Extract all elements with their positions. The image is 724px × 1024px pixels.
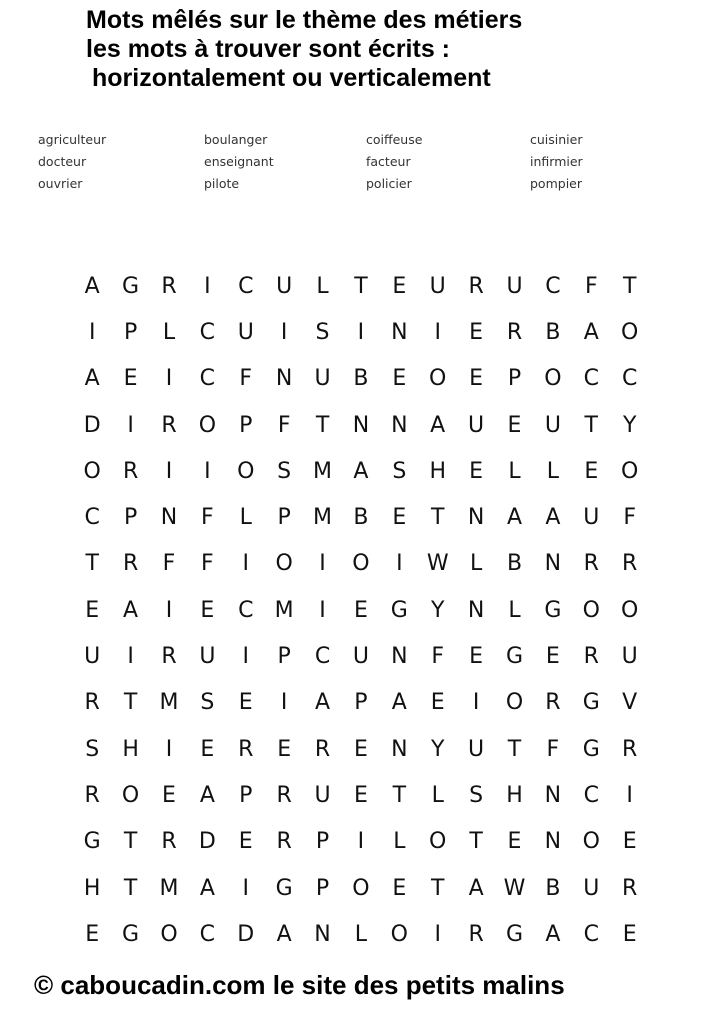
grid-letter[interactable]: F (162, 551, 176, 577)
grid-letter[interactable]: O (621, 597, 639, 623)
grid-letter[interactable]: E (277, 736, 292, 762)
grid-letter[interactable]: E (238, 690, 253, 716)
grid-letter[interactable]: U (314, 782, 331, 808)
grid-letter[interactable]: P (315, 875, 330, 901)
grid-letter[interactable]: A (545, 505, 561, 531)
grid-letter[interactable]: Y (622, 412, 637, 438)
grid-letter[interactable]: U (468, 736, 485, 762)
grid-letter[interactable]: R (84, 782, 100, 808)
grid-letter[interactable]: O (275, 551, 293, 577)
grid-letter[interactable]: W (426, 551, 449, 577)
grid-letter[interactable]: E (353, 736, 368, 762)
grid-letter[interactable]: I (434, 921, 441, 947)
grid-letter[interactable]: P (239, 782, 253, 808)
title-line-1: Mots mêlés sur le thème des métiers (86, 6, 523, 34)
grid-letter[interactable]: R (622, 551, 638, 577)
grid-letter[interactable]: R (276, 782, 292, 808)
grid-letter[interactable]: N (160, 505, 178, 531)
grid-letter[interactable]: E (162, 782, 176, 808)
grid-letter[interactable]: C (238, 597, 254, 623)
grid-letter[interactable]: L (393, 829, 406, 855)
grid-letter[interactable]: A (430, 412, 446, 438)
grid-letter[interactable]: L (316, 273, 329, 299)
grid-letter[interactable]: S (469, 782, 484, 808)
grid-letter[interactable]: I (396, 551, 403, 577)
grid-letter[interactable]: T (507, 736, 522, 762)
grid-letter[interactable]: R (161, 412, 177, 438)
grid-letter[interactable]: G (544, 597, 562, 623)
title-line-2: les mots à trouver sont écrits : (86, 35, 451, 63)
grid-letter[interactable]: M (159, 875, 179, 901)
word-list-item: pilote (204, 176, 240, 191)
grid-letter[interactable]: O (429, 366, 447, 392)
grid-letter[interactable]: O (621, 319, 639, 345)
grid-letter[interactable]: U (199, 644, 216, 670)
grid-letter[interactable]: H (83, 875, 101, 901)
grid-letter[interactable]: E (622, 829, 637, 855)
grid-letter[interactable]: U (237, 319, 254, 345)
grid-letter[interactable]: I (204, 458, 211, 484)
grid-letter[interactable]: I (319, 551, 326, 577)
grid-letter[interactable]: O (390, 921, 408, 947)
grid-letter[interactable]: A (353, 458, 369, 484)
grid-letter[interactable]: E (353, 782, 368, 808)
grid-letter[interactable]: R (583, 551, 599, 577)
grid-letter[interactable]: O (621, 458, 639, 484)
grid-letter[interactable]: U (314, 366, 331, 392)
grid-letter[interactable]: B (545, 319, 561, 345)
word-list-item: enseignant (204, 154, 274, 169)
grid-letter[interactable]: I (165, 458, 173, 484)
grid-letter[interactable]: B (506, 551, 523, 577)
grid-letter[interactable]: I (626, 782, 633, 808)
grid-letter[interactable]: R (161, 273, 177, 299)
grid-letter[interactable]: M (159, 690, 179, 716)
grid-letter[interactable]: E (469, 644, 484, 670)
grid-letter[interactable]: N (352, 412, 370, 438)
grid-letter[interactable]: A (199, 875, 215, 901)
grid-letter[interactable]: E (622, 921, 637, 947)
grid-letter[interactable]: S (315, 319, 330, 345)
grid-letter[interactable]: A (468, 875, 484, 901)
grid-letter[interactable]: B (353, 505, 369, 531)
grid-letter[interactable]: N (467, 597, 485, 623)
grid-letter[interactable]: O (582, 829, 600, 855)
grid-letter[interactable]: A (315, 690, 331, 716)
word-list-item: facteur (366, 154, 411, 169)
grid-letter[interactable]: C (583, 782, 599, 808)
grid-letter[interactable]: O (544, 366, 562, 392)
grid-letter[interactable]: A (84, 366, 100, 392)
grid-letter[interactable]: D (83, 412, 101, 438)
grid-letter[interactable]: E (392, 366, 407, 392)
grid-letter[interactable]: U (468, 412, 485, 438)
grid-letter[interactable]: S (85, 736, 100, 762)
grid-letter[interactable]: O (505, 690, 524, 716)
grid-letter[interactable]: C (314, 644, 331, 670)
word-list-item: pompier (530, 176, 582, 191)
grid-letter[interactable]: O (83, 458, 101, 484)
grid-letter[interactable]: A (199, 782, 215, 808)
grid-letter[interactable]: B (545, 875, 561, 901)
grid-letter[interactable]: G (505, 921, 524, 947)
grid-letter[interactable]: P (315, 829, 330, 855)
grid-letter[interactable]: G (122, 273, 140, 299)
grid-letter[interactable]: E (85, 921, 100, 947)
grid-letter[interactable]: U (276, 273, 293, 299)
grid-letter[interactable]: P (277, 505, 291, 531)
grid-letter[interactable]: P (507, 366, 522, 392)
grid-letter[interactable]: O (237, 458, 255, 484)
grid-letter[interactable]: E (123, 366, 138, 392)
grid-letter[interactable]: T (469, 829, 483, 855)
grid-letter[interactable]: S (200, 690, 215, 716)
word-list-item: infirmier (530, 154, 583, 169)
grid-letter[interactable]: C (199, 921, 216, 947)
grid-letter[interactable]: U (544, 412, 561, 438)
grid-letter[interactable]: R (583, 644, 599, 670)
grid-letter[interactable]: U (583, 875, 600, 901)
grid-letter[interactable]: G (275, 875, 293, 901)
grid-letter[interactable]: R (468, 921, 484, 947)
grid-letter[interactable]: E (392, 505, 407, 531)
grid-letter[interactable]: R (314, 736, 331, 762)
grid-letter[interactable]: U (429, 273, 446, 299)
grid-letter[interactable]: S (277, 458, 292, 484)
grid-letter[interactable]: R (84, 690, 100, 716)
grid-letter[interactable]: B (353, 366, 369, 392)
grid-letter[interactable]: C (545, 273, 561, 299)
grid-letter[interactable]: C (199, 319, 216, 345)
grid-letter[interactable]: G (122, 921, 140, 947)
grid-letter[interactable]: I (165, 736, 173, 762)
grid-letter[interactable]: L (508, 458, 521, 484)
grid-letter[interactable]: M (313, 458, 333, 484)
grid-letter[interactable]: R (122, 458, 139, 484)
grid-letter[interactable]: N (544, 829, 562, 855)
grid-letter[interactable]: P (239, 412, 253, 438)
grid-letter[interactable]: A (506, 505, 523, 531)
grid-letter[interactable]: I (357, 829, 365, 855)
grid-letter[interactable]: I (357, 319, 365, 345)
grid-letter[interactable]: Y (430, 736, 445, 762)
grid-letter[interactable]: G (390, 597, 408, 623)
grid-letter[interactable]: A (123, 597, 139, 623)
grid-letter[interactable]: F (201, 505, 214, 531)
grid-letter[interactable]: L (162, 319, 176, 345)
grid-letter[interactable]: A (545, 921, 561, 947)
grid-letter[interactable]: R (238, 736, 254, 762)
grid-letter[interactable]: I (280, 319, 288, 345)
grid-letter[interactable]: E (507, 412, 522, 438)
title-line-3: horizontalement ou verticalement (92, 64, 491, 92)
grid-letter[interactable]: T (85, 551, 99, 577)
grid-letter[interactable]: L (354, 921, 368, 947)
grid-letter[interactable]: N (314, 921, 331, 947)
grid-letter[interactable]: O (582, 597, 600, 623)
grid-letter[interactable]: I (280, 690, 288, 716)
grid-letter[interactable]: E (469, 366, 484, 392)
grid-letter[interactable]: L (546, 458, 560, 484)
grid-letter[interactable]: E (85, 597, 100, 623)
grid-letter[interactable]: G (582, 690, 600, 716)
grid-letter[interactable]: R (276, 829, 292, 855)
grid-letter[interactable]: I (242, 644, 249, 670)
grid-letter[interactable]: R (622, 736, 638, 762)
grid-letter[interactable]: N (544, 782, 562, 808)
word-list-item: ouvrier (38, 176, 83, 191)
word-list-item: coiffeuse (366, 132, 423, 147)
grid-letter[interactable]: N (391, 644, 408, 670)
grid-letter[interactable]: W (503, 875, 526, 901)
grid-letter[interactable]: H (429, 458, 446, 484)
grid-letter[interactable]: A (391, 690, 407, 716)
word-list-item: agriculteur (38, 132, 107, 147)
grid-letter[interactable]: O (352, 875, 370, 901)
grid-letter[interactable]: U (84, 644, 101, 670)
grid-letter[interactable]: E (545, 644, 560, 670)
grid-letter[interactable]: T (123, 829, 138, 855)
worksheet-title (86, 6, 522, 93)
grid-letter[interactable]: O (121, 782, 140, 808)
grid-letter[interactable]: L (469, 551, 483, 577)
grid-letter[interactable]: I (204, 273, 211, 299)
grid-letter[interactable]: R (622, 875, 638, 901)
grid-letter[interactable]: F (546, 736, 560, 762)
grid-letter[interactable]: L (239, 505, 252, 531)
grid-letter[interactable]: E (584, 458, 599, 484)
grid-letter[interactable]: V (622, 690, 638, 716)
grid-letter[interactable]: M (313, 505, 333, 531)
grid-letter[interactable]: E (238, 829, 253, 855)
grid-letter[interactable]: I (88, 319, 96, 345)
grid-letter[interactable]: P (123, 505, 138, 531)
grid-letter[interactable]: I (472, 690, 480, 716)
grid-letter[interactable]: G (582, 736, 600, 762)
grid-letter[interactable]: U (506, 273, 523, 299)
grid-letter[interactable]: T (622, 273, 637, 299)
grid-letter[interactable]: G (505, 644, 524, 670)
grid-letter[interactable]: N (391, 319, 408, 345)
grid-letter[interactable]: C (621, 366, 638, 392)
grid-letter[interactable]: O (198, 412, 217, 438)
grid-letter[interactable]: T (123, 875, 138, 901)
grid-letter[interactable]: A (84, 273, 100, 299)
grid-letter[interactable]: O (352, 551, 370, 577)
grid-letter[interactable]: S (392, 458, 407, 484)
grid-letter[interactable]: R (122, 551, 139, 577)
grid-letter[interactable]: C (84, 505, 100, 531)
grid-letter[interactable]: T (430, 875, 445, 901)
grid-letter[interactable]: P (354, 690, 368, 716)
grid-letter[interactable]: I (165, 597, 173, 623)
word-list-item: cuisinier (530, 132, 583, 147)
grid-letter[interactable]: E (353, 597, 368, 623)
grid-letter[interactable]: F (623, 505, 636, 531)
grid-letter[interactable]: C (583, 921, 599, 947)
grid-letter[interactable]: F (201, 551, 214, 577)
grid-letter[interactable]: I (434, 319, 441, 345)
grid-letter[interactable]: O (429, 829, 447, 855)
grid-letter[interactable]: L (431, 782, 444, 808)
grid-letter[interactable]: E (469, 319, 484, 345)
grid-letter[interactable]: H (122, 736, 139, 762)
grid-letter[interactable]: T (354, 273, 368, 299)
grid-letter[interactable]: T (392, 782, 407, 808)
grid-letter[interactable]: U (583, 505, 600, 531)
grid-letter[interactable]: E (430, 690, 445, 716)
letter-grid (73, 263, 649, 957)
grid-letter[interactable]: A (583, 319, 599, 345)
grid-letter[interactable]: E (200, 597, 215, 623)
grid-letter[interactable]: P (277, 644, 291, 670)
grid-letter[interactable]: R (506, 319, 523, 345)
grid-letter[interactable]: U (621, 644, 638, 670)
grid-letter[interactable]: T (430, 505, 445, 531)
grid-letter[interactable]: I (127, 412, 134, 438)
grid-letter[interactable]: I (242, 551, 249, 577)
grid-letter[interactable]: F (277, 412, 291, 438)
grid-letter[interactable]: N (391, 412, 408, 438)
grid-letter[interactable]: I (127, 644, 134, 670)
word-list-item: docteur (38, 154, 87, 169)
grid-letter[interactable]: E (507, 829, 522, 855)
grid-letter[interactable]: M (274, 597, 294, 623)
grid-letter[interactable]: N (467, 505, 485, 531)
grid-letter[interactable]: P (123, 319, 138, 345)
grid-letter[interactable]: R (545, 690, 561, 716)
grid-letter[interactable]: I (242, 875, 249, 901)
grid-letter[interactable]: E (392, 875, 407, 901)
grid-letter[interactable]: I (165, 366, 173, 392)
grid-letter[interactable]: H (506, 782, 523, 808)
word-list-item: boulanger (204, 132, 268, 147)
grid-letter[interactable]: F (239, 366, 253, 392)
grid-letter[interactable]: E (469, 458, 484, 484)
grid-letter[interactable]: O (160, 921, 178, 947)
word-list (38, 131, 698, 197)
grid-letter[interactable]: R (161, 829, 177, 855)
grid-letter[interactable]: R (161, 644, 177, 670)
grid-letter[interactable]: N (544, 551, 562, 577)
grid-letter[interactable]: T (315, 412, 330, 438)
grid-letter[interactable]: U (352, 644, 369, 670)
grid-letter[interactable]: D (237, 921, 255, 947)
grid-letter[interactable]: N (275, 366, 293, 392)
grid-letter[interactable]: L (508, 597, 521, 623)
footer-credit: © caboucadin.com le site des petits malins (34, 970, 565, 1000)
grid-letter[interactable]: G (83, 829, 101, 855)
grid-letter[interactable]: T (584, 412, 598, 438)
grid-letter[interactable]: E (200, 736, 215, 762)
grid-letter[interactable]: Y (430, 597, 445, 623)
grid-letter[interactable]: I (319, 597, 326, 623)
grid-letter[interactable]: N (391, 736, 408, 762)
grid-letter[interactable]: A (276, 921, 292, 947)
grid-letter[interactable]: E (392, 273, 407, 299)
grid-letter[interactable]: C (238, 273, 254, 299)
grid-letter[interactable]: C (583, 366, 599, 392)
grid-letter[interactable]: T (123, 690, 138, 716)
word-list-item: policier (366, 176, 412, 191)
grid-letter[interactable]: D (198, 829, 216, 855)
grid-letter[interactable]: C (199, 366, 216, 392)
grid-letter[interactable]: F (431, 644, 445, 670)
grid-letter[interactable]: R (468, 273, 484, 299)
grid-letter[interactable]: F (584, 273, 598, 299)
